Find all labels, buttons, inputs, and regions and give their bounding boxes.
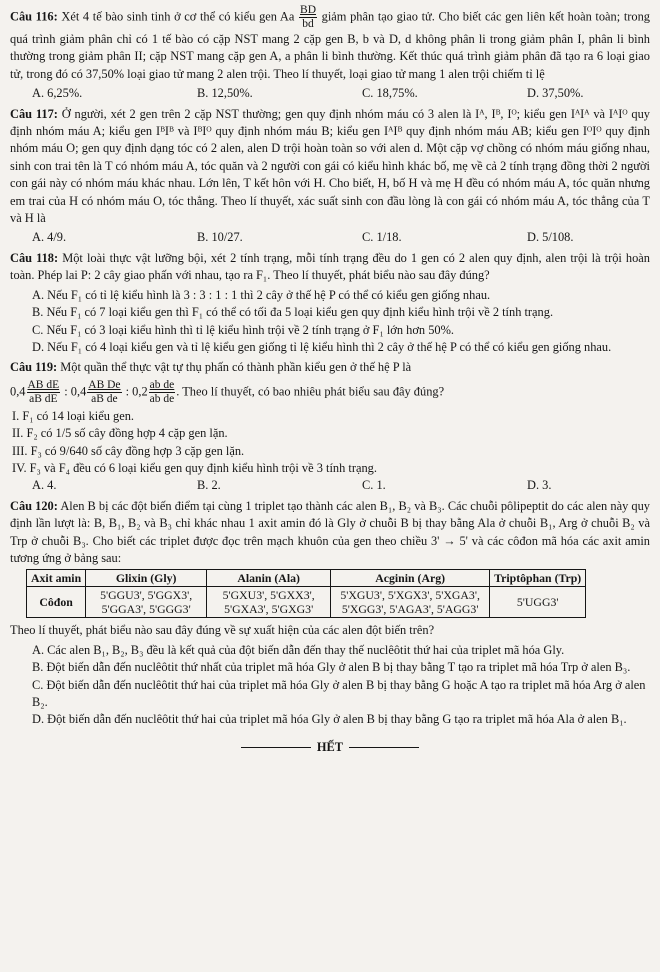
- question-label: Câu 119:: [10, 360, 58, 375]
- question-text: giảm phân tạo giao tử. Cho biết các gen liên kết hoàn toàn; trong quá trình giảm phân chỉ có 1 tế bào có cặp NST mang 2 cặp gen B, b và D, d không phân li trong giảm phân I, phân li bình thường trong giảm phân II; cặp NST mang cặp gen A, a phân li bình thường. Kết thúc quá trình giảm phân đã tạo ra 6 loại giao tử, trong đó có 37,50% loại giao tử mang 2 alen trội. Theo lí thuyết, loại giao tử mang 1 alen trội chiếm tỉ lệ: [10, 9, 650, 81]
- question-label: Câu 118:: [10, 250, 59, 265]
- exam-end-marker: [10, 739, 650, 756]
- table-row-label: Côđon: [27, 587, 86, 618]
- question-118: [10, 250, 650, 285]
- option-c[interactable]: C. Đột biến dẫn đến nuclêôtit thứ hai của triplet mã hóa Gly ở alen B bị thay bằng G hoặc A tạo ra triplet mã hóa Arg ở alen B₂.: [32, 677, 646, 709]
- coefficient: : 0,4: [64, 384, 87, 399]
- option-c[interactable]: C. Nếu F₁ có 3 loại kiểu hình thì tỉ lệ kiểu hình trội về 2 tính trạng ở F₁ lớn hơn 50%.: [32, 322, 455, 337]
- statement-list: [10, 408, 650, 478]
- amino-acid-codon-table: [26, 569, 586, 618]
- question-text: Ở người, xét 2 gen trên 2 cặp NST thường; gen quy định nhóm máu có 3 alen là Iᴬ, Iᴮ, Iᴼ; kiểu gen IᴬIᴬ và IᴬIᴼ quy định nhóm máu A; kiểu gen IᴮIᴮ và IᴮIᴼ quy định nhóm máu B; kiểu gen IᴬIᴮ quy định nhóm máu AB; kiểu gen IᴼIᴼ quy định nhóm máu O; gen quy định dạng tóc có 2 alen, alen D trội hoàn toàn so với alen d. Một cặp vợ chồng có nhóm máu giống nhau, sinh con trai tên là T có nhóm máu A, tóc quăn và 2 người con gái có kiểu hình khác bố, mẹ về cả 2 tính trạng đồng thời 2 người con gái này có nhóm máu khác nhau. Lớn lên, T kết hôn với H. Cho biết, H, bố H và mẹ H đều có nhóm máu A, tóc quăn nhưng em trai của H có nhóm máu O, tóc thẳng. Theo lí thuyết, xác suất sinh con đầu lòng là con gái có nhóm máu A, tóc thẳng của T và H là: [10, 106, 650, 226]
- fraction-denominator: aB de: [91, 392, 118, 405]
- table-header-cell: Triptôphan (Trp): [490, 570, 586, 587]
- genotype-fraction: [87, 379, 121, 406]
- option-b[interactable]: B. Nếu F₁ có 7 loại kiểu gen thì F₁ có thể có tối đa 5 loại kiểu gen quy định kiểu hình trội về 2 tính trạng.: [32, 305, 554, 320]
- divider: [241, 747, 311, 748]
- exam-page: [10, 0, 650, 756]
- genotype-fraction: [149, 379, 176, 406]
- answer-options: [10, 229, 650, 246]
- question-text: Alen B bị các đột biến điểm tại cùng 1 triplet tạo thành các alen B₁, B₂ và B₃. Các chuỗi pôlipeptit do các alen này quy định lần lượt là: B, B₁, B₂ và B₃ chỉ khác nhau 1 axit amin đó là Gly ở chuỗi B bị thay bằng Ala ở chuỗi B₁, Arg ở chuỗi B₂ và Trp ở chuỗi B₃. Cho biết các triplet được đọc trên mạch khuôn của gen theo chiều 3' → 5' và các côđon mã hóa các axit amin tương ứng ở bảng sau:: [10, 498, 650, 565]
- option-b[interactable]: B. 10/27.: [197, 230, 243, 245]
- option-c[interactable]: C. 1.: [362, 478, 386, 493]
- answer-options: [10, 477, 650, 494]
- question-label: Câu 117:: [10, 106, 58, 121]
- answer-options: [10, 287, 650, 357]
- table-cell: 5'GGU3', 5'GGX3', 5'GGA3', 5'GGG3': [86, 587, 207, 618]
- table-cell: 5'GXU3', 5'GXX3', 5'GXA3', 5'GXG3': [207, 587, 331, 618]
- table-header-cell: Alanin (Ala): [207, 570, 331, 587]
- table-header-row: [27, 570, 586, 587]
- statement-4: IV. F₃ và F₄ đều có 6 loại kiểu gen quy định kiểu hình trội về 3 tính trạng.: [12, 460, 377, 475]
- question-text: . Theo lí thuyết, có bao nhiêu phát biểu sau đây đúng?: [176, 384, 445, 399]
- option-a[interactable]: A. 4.: [32, 478, 57, 493]
- coefficient: : 0,2: [125, 384, 148, 399]
- coefficient: 0,4: [10, 384, 26, 399]
- fraction-numerator: AB dE: [27, 378, 60, 391]
- fraction-denominator: aB dE: [29, 392, 58, 405]
- statement-1: I. F₁ có 14 loại kiểu gen.: [12, 408, 135, 423]
- fraction-numerator: AB De: [88, 378, 121, 391]
- option-b[interactable]: B. 2.: [197, 478, 221, 493]
- option-a[interactable]: A. Nếu F₁ có tỉ lệ kiểu hình là 3 : 3 : 1 : 1 thì 2 cây ở thế hệ P có thể có kiểu gen giống nhau.: [32, 287, 491, 302]
- genotype-fraction: [299, 4, 317, 31]
- question-116: [10, 4, 650, 83]
- fraction-numerator: BD: [300, 4, 317, 16]
- question-120: [10, 498, 650, 568]
- statement-2: II. F₂ có 1/5 số cây đồng hợp 4 cặp gen lặn.: [12, 426, 228, 441]
- table-cell: 5'UGG3': [490, 587, 586, 618]
- statement-3: III. F₃ có 9/640 số cây đồng hợp 3 cặp gen lặn.: [12, 443, 245, 458]
- table-header-cell: Axit amin: [27, 570, 86, 587]
- divider: [349, 747, 419, 748]
- question-text: Xét 4 tế bào sinh tinh ở cơ thể có kiểu gen Aa: [61, 9, 295, 24]
- option-c[interactable]: C. 1/18.: [362, 230, 402, 245]
- fraction-denominator: bd: [302, 18, 314, 30]
- table-header-cell: Acginin (Arg): [331, 570, 490, 587]
- question-prompt: Theo lí thuyết, phát biểu nào sau đây đúng về sự xuất hiện của các alen đột biến trên?: [10, 623, 435, 638]
- question-label: Câu 120:: [10, 498, 58, 513]
- question-text: Một quần thể thực vật tự thụ phấn có thành phần kiểu gen ở thế hệ P là: [60, 360, 412, 375]
- genotype-fraction: [27, 379, 61, 406]
- table-header-cell: Glixin (Gly): [86, 570, 207, 587]
- option-a[interactable]: A. Các alen B₁, B₂, B₃ đều là kết quả của đột biến dẫn đến thay thế nuclêôtit thứ hai của triplet mã hóa Gly.: [32, 642, 565, 657]
- option-d[interactable]: D. Đột biến dẫn đến nuclêôtit thứ hai của triplet mã hóa Gly ở alen B bị thay bằng G tạo ra triplet mã hóa Ala ở alen B₁.: [32, 712, 627, 727]
- option-c[interactable]: C. 18,75%.: [362, 86, 418, 101]
- option-b[interactable]: B. Đột biến dẫn đến nuclêôtit thứ nhất của triplet mã hóa Gly ở alen B bị thay bằng T tạo ra triplet mã hóa Trp ở alen B₃.: [32, 660, 631, 675]
- question-text: Một loài thực vật lưỡng bội, xét 2 tính trạng, mỗi tính trạng đều do 1 gen có 2 alen quy định, alen trội là trội hoàn toàn. Phép lai P: 2 cây giao phấn với nhau, tạo ra F₁. Theo lí thuyết, phát biểu nào sau đây đúng?: [10, 250, 651, 283]
- option-a[interactable]: A. 6,25%.: [32, 86, 83, 101]
- option-a[interactable]: A. 4/9.: [32, 230, 67, 245]
- option-d[interactable]: D. 37,50%.: [527, 86, 584, 101]
- answer-options: [10, 642, 650, 729]
- option-b[interactable]: B. 12,50%.: [197, 86, 253, 101]
- option-d[interactable]: D. 5/108.: [527, 230, 574, 245]
- fraction-denominator: ab de: [149, 392, 175, 405]
- option-d[interactable]: D. 3.: [527, 478, 552, 493]
- table-cell: 5'XGU3', 5'XGX3', 5'XGA3', 5'XGG3', 5'AGA3', 5'AGG3': [331, 587, 490, 618]
- end-label: HẾT: [316, 739, 344, 754]
- option-d[interactable]: D. Nếu F₁ có 4 loại kiểu gen và tỉ lệ kiểu gen giống tỉ lệ kiểu hình thì 2 cây ở thế hệ P có thể có kiểu gen giống nhau.: [32, 339, 612, 354]
- question-119: [10, 359, 650, 376]
- table-row: [27, 587, 586, 618]
- question-label: Câu 116:: [10, 9, 58, 24]
- fraction-numerator: ab de: [149, 378, 175, 391]
- answer-options: [10, 85, 650, 102]
- genotype-composition: [10, 379, 650, 406]
- question-117: [10, 106, 650, 228]
